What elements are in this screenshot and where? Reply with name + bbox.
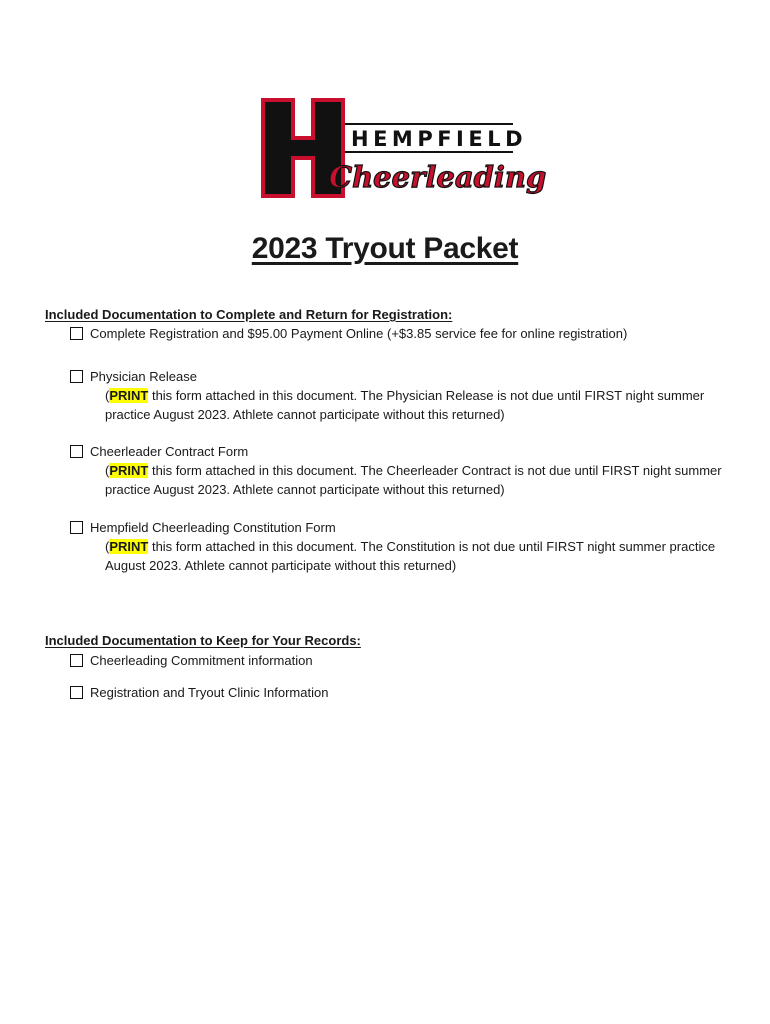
logo-rule-bottom	[345, 151, 513, 153]
hempfield-cheerleading-logo	[259, 96, 547, 202]
checklist-item-physician-release	[70, 367, 730, 424]
item-label: Registration and Tryout Clinic Information	[90, 685, 329, 700]
item-label: Physician Release	[90, 369, 197, 384]
checkbox-registration[interactable]	[70, 327, 83, 340]
checklist-item-commitment	[70, 651, 730, 670]
checklist-item-constitution	[70, 518, 730, 575]
item-note: (PRINT this form attached in this document. The Cheerleader Contract is not due until FIRST night summer practice August 2023. Athlete cannot participate without this returned)	[105, 463, 722, 497]
print-highlight: PRINT	[109, 463, 149, 478]
item-label: Complete Registration and $95.00 Payment Online (+$3.85 service fee for online registration)	[90, 326, 628, 341]
checkbox-cheerleader-contract[interactable]	[70, 445, 83, 458]
print-highlight: PRINT	[109, 388, 149, 403]
item-label: Cheerleading Commitment information	[90, 653, 313, 668]
item-note: (PRINT this form attached in this document. The Physician Release is not due until FIRST night summer practice August 2023. Athlete cannot participate without this returned)	[105, 388, 705, 422]
checkbox-constitution[interactable]	[70, 521, 83, 534]
print-highlight: PRINT	[109, 539, 149, 554]
logo-rule-top	[345, 123, 513, 125]
checklist-item-cheerleader-contract	[70, 442, 730, 499]
logo-hempfield-text: HEMPFIELD	[351, 127, 528, 151]
item-label: Cheerleader Contract Form	[90, 444, 249, 459]
checklist-item-clinic-info	[70, 683, 730, 702]
checkbox-physician-release[interactable]	[70, 370, 83, 383]
logo-cheerleading-text: Cheerleading	[329, 160, 547, 194]
checkbox-commitment[interactable]	[70, 654, 83, 667]
checklist-item-registration	[70, 324, 730, 343]
return-section-heading: Included Documentation to Complete and Return for Registration:	[45, 307, 453, 322]
keep-section-heading: Included Documentation to Keep for Your Records:	[45, 633, 361, 648]
item-note: (PRINT this form attached in this document. The Constitution is not due until FIRST night summer practice August 2023. Athlete cannot participate without this returned)	[105, 539, 716, 573]
page-title: 2023 Tryout Packet	[251, 232, 519, 265]
checkbox-clinic-info[interactable]	[70, 686, 83, 699]
item-label: Hempfield Cheerleading Constitution Form	[90, 520, 336, 535]
